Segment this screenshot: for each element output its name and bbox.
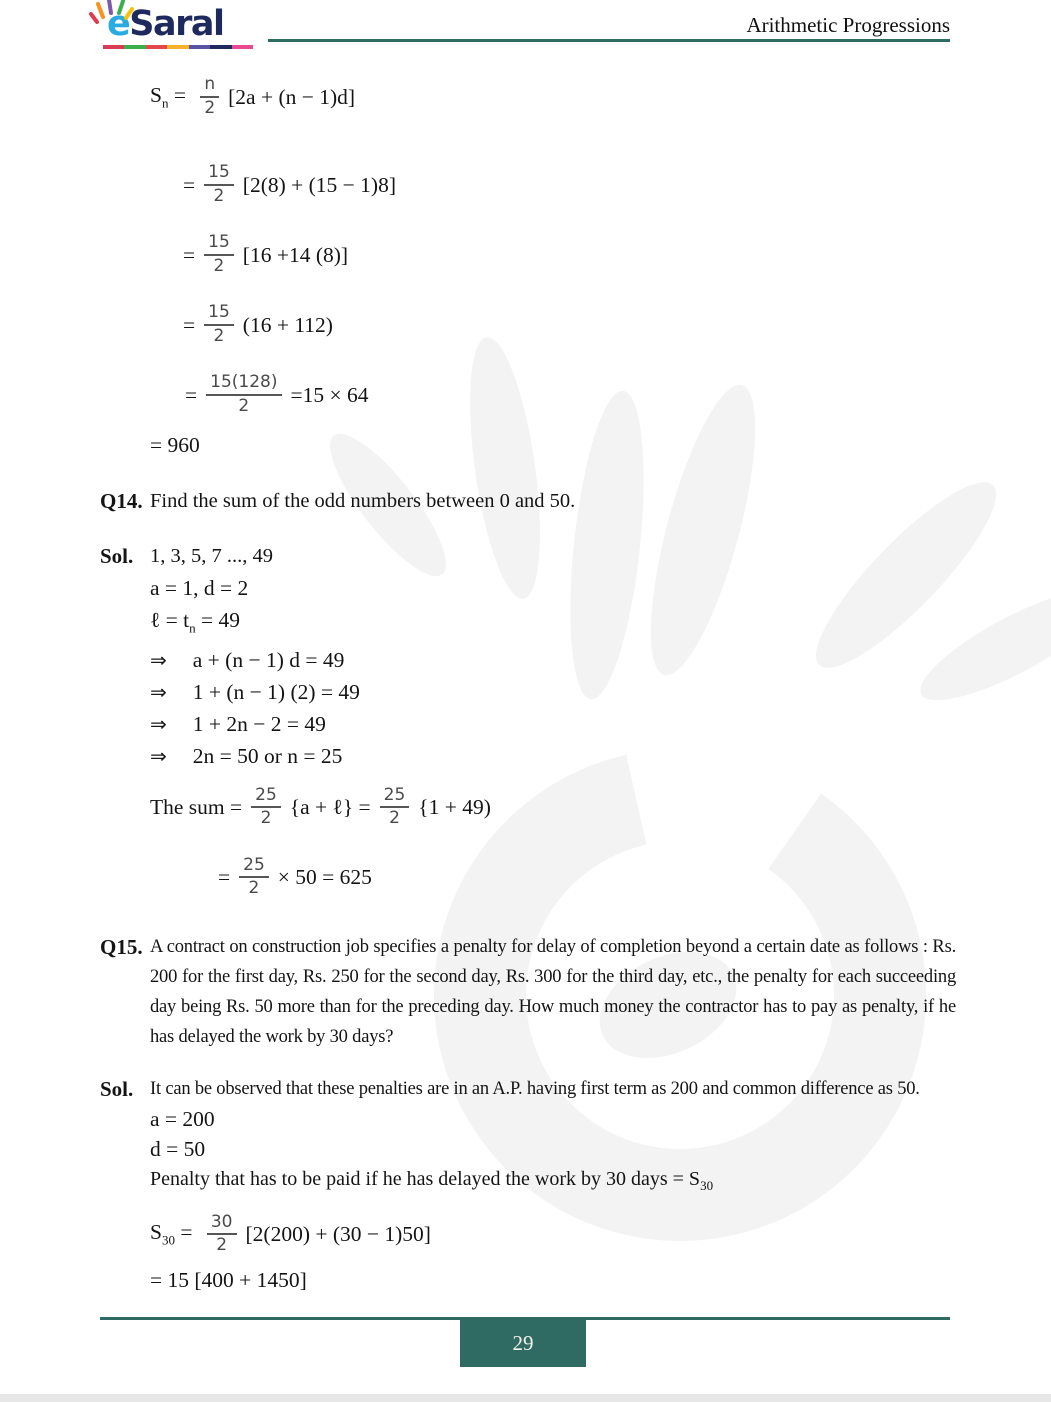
eq-expression: ℓ = t <box>150 608 190 632</box>
eq-expression: {1 + 49) <box>418 794 491 819</box>
fraction-denominator: 2 <box>204 98 216 118</box>
eq-expression: [2a + (n − 1)d] <box>228 84 356 109</box>
equation-result: = 960 <box>150 433 200 457</box>
fraction-denominator: 2 <box>260 808 272 829</box>
step-expression: 1 + 2n − 2 = 49 <box>192 712 326 737</box>
equation-step-1 <box>183 158 1051 212</box>
implies-arrow-icon: ⇒ <box>150 712 167 737</box>
equation-step-4 <box>185 368 1051 422</box>
fraction <box>204 163 234 206</box>
chapter-title: Arithmetic Progressions <box>746 13 950 37</box>
header-rule <box>268 39 950 42</box>
equation-sn-formula <box>150 70 1051 124</box>
eq-subscript: 30 <box>161 1232 175 1248</box>
esaral-brand-logo <box>95 4 253 49</box>
eq-equals: = <box>218 864 231 889</box>
implies-arrow-icon: ⇒ <box>150 744 167 769</box>
page-content <box>0 62 1051 1295</box>
equation-s30 <box>150 1207 1051 1261</box>
derivation-step <box>150 708 1051 740</box>
solution-series: 1, 3, 5, 7 ..., 49 <box>150 545 273 567</box>
fraction <box>207 1213 237 1256</box>
fraction <box>200 75 219 118</box>
solution-last-term <box>150 604 1051 644</box>
eq-subscript: n <box>189 620 196 636</box>
eq-symbol: S <box>150 82 162 107</box>
fraction-numerator: 25 <box>251 786 281 809</box>
solution-14 <box>100 540 1051 572</box>
fraction-denominator: 2 <box>213 326 225 346</box>
solution-15 <box>100 1074 1051 1104</box>
solution-given-a: a = 200 <box>150 1107 215 1132</box>
question-label: Q14. <box>100 489 143 513</box>
eq-expression: {a + ℓ} = <box>289 794 371 819</box>
step-expression: 1 + (n − 1) (2) = 49 <box>192 680 360 705</box>
fraction-numerator: 25 <box>380 786 410 809</box>
logo-hand-fingers-icon <box>89 0 143 25</box>
eq-expression: × 50 = 625 <box>277 864 372 889</box>
fraction <box>204 303 234 346</box>
eq-equals: = <box>174 1220 198 1245</box>
eq-subscript: n <box>161 95 169 111</box>
logo-multicolor-underline <box>103 45 253 49</box>
fraction <box>206 373 281 416</box>
eq-expression: Penalty that has to be paid if he has delayed the work by 30 days = S <box>150 1168 701 1191</box>
fraction-numerator: n <box>200 75 219 98</box>
solution-given-d: d = 50 <box>150 1137 206 1162</box>
fraction-numerator: 15 <box>204 233 234 256</box>
equation-sum-result <box>218 850 1051 904</box>
fraction-denominator: 2 <box>248 878 260 899</box>
fraction-denominator: 2 <box>216 1235 228 1256</box>
implies-arrow-icon: ⇒ <box>150 680 167 705</box>
fraction-numerator: 30 <box>207 1213 237 1236</box>
question-text: A contract on construction job specifies a penalty for delay of completion beyond a certain date as follows : Rs. 200 for the first day, Rs. 250 for the second day, Rs. 300 for the third day, etc., the penalty for each succeeding day being Rs. 50 more than for the preceding day. How much money the contractor has to pay as penalty, if he has delayed the work by 30 days? <box>150 937 956 1048</box>
fraction-denominator: 2 <box>213 186 225 206</box>
eq-expression: [2(8) + (15 − 1)8] <box>242 172 396 197</box>
solution-label: Sol. <box>100 544 134 568</box>
solution-label: Sol. <box>100 1077 134 1102</box>
step-expression: 2n = 50 or n = 25 <box>192 744 343 769</box>
equation-sum <box>150 780 1051 834</box>
eq-equals: = <box>185 382 198 407</box>
eq-expression: [16 +14 (8)] <box>242 242 349 267</box>
question-15 <box>100 932 1051 1052</box>
step-expression: a + (n − 1) d = 49 <box>192 648 345 673</box>
eq-equals: = <box>183 312 196 337</box>
brand-name: Saral <box>129 4 224 44</box>
fraction-numerator: 25 <box>239 856 269 879</box>
implies-arrow-icon: ⇒ <box>150 648 167 673</box>
eq-equals: = <box>183 242 196 267</box>
eq-lead: The sum = <box>150 794 243 819</box>
fraction-denominator: 2 <box>213 256 225 276</box>
brand-letter-e: e <box>107 4 130 44</box>
equation-step-2 <box>183 228 1051 282</box>
eq-expression: [2(200) + (30 − 1)50] <box>245 1221 431 1246</box>
question-label: Q15. <box>100 935 143 960</box>
eq-subscript: 30 <box>700 1178 714 1194</box>
equation-step-3 <box>183 298 1051 352</box>
eq-expression: (16 + 112) <box>242 312 333 337</box>
fraction <box>251 786 281 829</box>
bottom-edge-strip <box>0 1394 1051 1402</box>
fraction-denominator: 2 <box>238 396 250 416</box>
fraction <box>204 233 234 276</box>
fraction <box>380 786 410 829</box>
question-14 <box>100 486 1051 516</box>
derivation-step <box>150 740 1051 772</box>
equation-result: = 15 [400 + 1450] <box>150 1268 307 1293</box>
fraction-numerator: 15 <box>204 303 234 326</box>
eq-symbol: S <box>150 1220 162 1245</box>
eq-expression: = 49 <box>195 608 241 632</box>
fraction-numerator: 15(128) <box>206 373 281 396</box>
fraction <box>239 856 269 899</box>
solution-penalty-line <box>150 1164 1051 1201</box>
page-number: 29 <box>512 1331 534 1355</box>
eq-equals: = <box>183 172 196 197</box>
eq-expression: =15 × 64 <box>290 382 369 407</box>
solution-given: a = 1, d = 2 <box>150 576 249 600</box>
eq-equals: = <box>168 82 192 107</box>
solution-intro: It can be observed that these penalties are in an A.P. having first term as 200 and common difference as 50. <box>150 1079 920 1100</box>
derivation-step <box>150 644 1051 676</box>
derivation-step <box>150 676 1051 708</box>
question-text: Find the sum of the odd numbers between 0 and 50. <box>150 490 576 512</box>
fraction-numerator: 15 <box>204 163 234 186</box>
fraction-denominator: 2 <box>389 808 400 829</box>
page-number-badge <box>460 1320 586 1367</box>
